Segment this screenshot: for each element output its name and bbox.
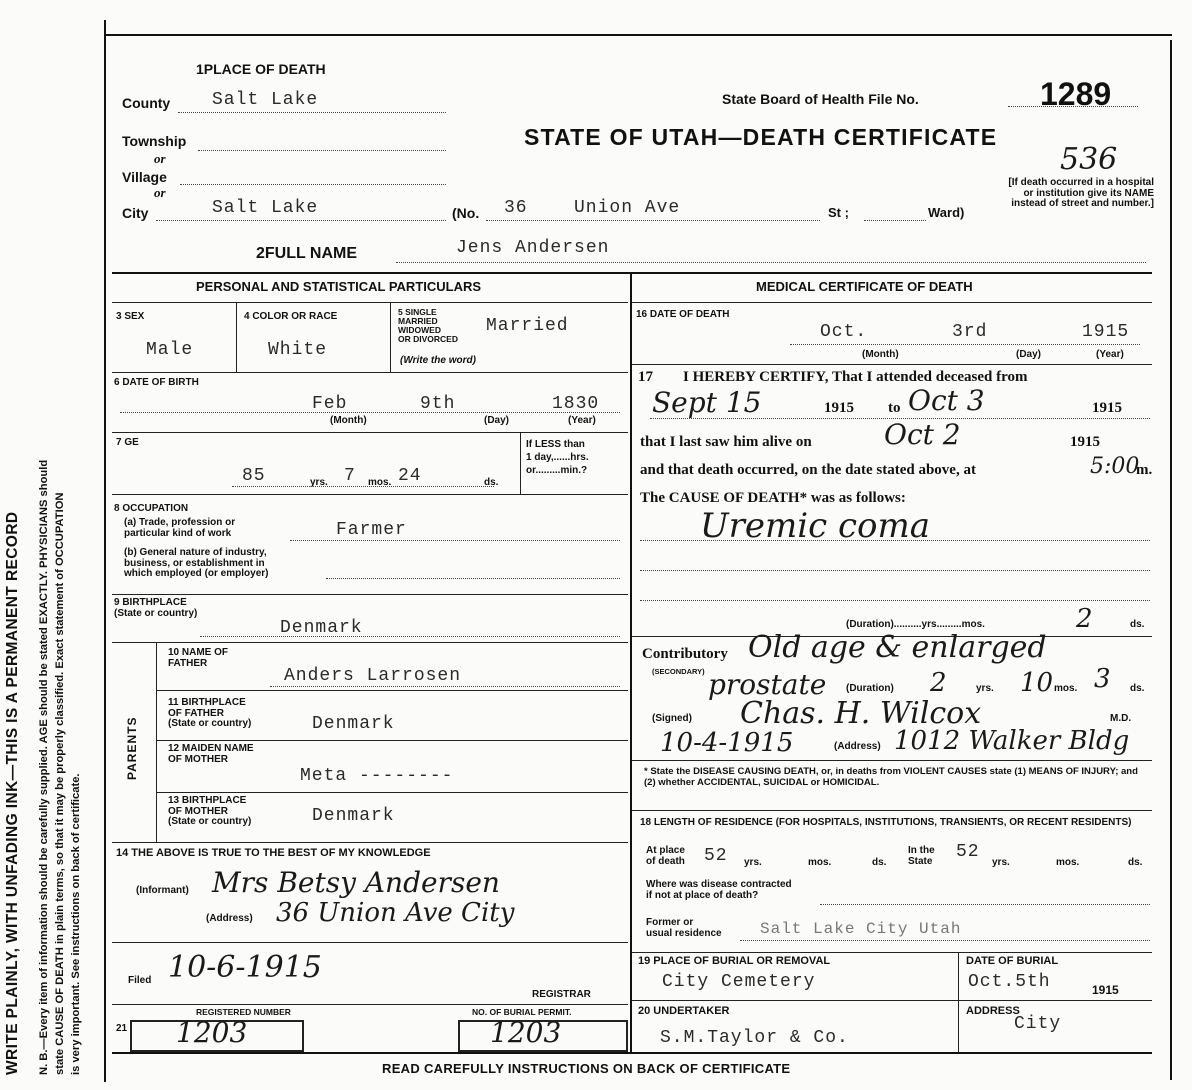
side-note-line2: state CAUSE OF DEATH in plain terms, so that it may be properly classified. Exact statement of OCCUPATION — [54, 492, 66, 1075]
attended-from-value: Sept 15 — [652, 386, 762, 419]
burial-place-value: City Cemetery — [662, 972, 816, 992]
cause-of-death-label: The CAUSE OF DEATH* was as follows: — [640, 490, 906, 506]
side-warning: WRITE PLAINLY, WITH UNFADING INK—THIS IS A PERMANENT RECORD — [4, 511, 21, 1075]
township-label: Township — [122, 133, 187, 149]
in-state-ds-caption: ds. — [1128, 857, 1143, 868]
age-days-caption: ds. — [484, 477, 499, 488]
full-name-label: 2FULL NAME — [256, 245, 358, 262]
contributory-value: Old age & enlarged — [748, 630, 1047, 665]
in-state-value: 52 — [956, 842, 980, 862]
registered-number-value: 1203 — [176, 1016, 248, 1049]
footer-instructions: READ CAREFULLY INSTRUCTIONS ON BACK OF CERTIFICATE — [382, 1061, 791, 1076]
duration2-days-value: 3 — [1094, 664, 1111, 694]
father-birthplace-label: 11 BIRTHPLACE OF FATHER (State or country) — [168, 697, 252, 729]
father-name-label: 10 NAME OF FATHER — [168, 647, 229, 669]
dod-year-caption: (Year) — [1096, 349, 1124, 360]
informant-address-value: 36 Union Ave City — [276, 898, 515, 928]
age-months-caption: mos. — [368, 477, 392, 488]
street-name-value: Union Ave — [574, 198, 681, 218]
side-note-line3: is very important. See instructions on back of certificate. — [70, 773, 82, 1075]
medical-heading: MEDICAL CERTIFICATE OF DEATH — [756, 279, 973, 294]
father-name-value: Anders Larrosen — [284, 666, 462, 686]
secondary-label: (SECONDARY) — [652, 667, 705, 676]
burial-date-value: Oct.5th — [968, 972, 1051, 992]
age-days-value: 24 — [398, 466, 422, 486]
cause-note: * State the DISEASE CAUSING DEATH, or, in deaths from VIOLENT CAUSES state (1) MEANS OF INJURY; and (2) whether ACCIDENTAL, SUICIDAL or HOMICIDAL. — [644, 766, 1138, 789]
or-label: or — [154, 151, 166, 166]
sex-value: Male — [146, 340, 194, 360]
last-saw-year: 1915 — [1070, 434, 1100, 450]
mother-name-value: Meta -------- — [300, 766, 454, 786]
last-saw-label: that I last saw him alive on — [640, 434, 812, 450]
undertaker-label: 20 UNDERTAKER — [638, 1005, 730, 1017]
former-residence-value: Salt Lake City Utah — [760, 920, 962, 938]
dod-day-value: 3rd — [952, 322, 988, 342]
city-label: City — [122, 205, 149, 221]
mother-name-label: 12 MAIDEN NAME OF MOTHER — [168, 743, 254, 765]
informant-signature: Mrs Betsy Andersen — [212, 866, 500, 899]
or-label: or — [154, 185, 166, 200]
parents-label: PARENTS — [125, 716, 139, 780]
file-number-value: 1289 — [1040, 76, 1112, 112]
informant-address-label: (Address) — [206, 913, 253, 924]
burial-place-label: 19 PLACE OF BURIAL OR REMOVAL — [638, 955, 831, 967]
city-value: Salt Lake — [212, 198, 319, 218]
full-name-value: Jens Andersen — [456, 238, 610, 258]
county-label: County — [122, 95, 171, 111]
marital-status-options: 5 SINGLE MARRIED WIDOWED OR DIVORCED — [398, 307, 458, 344]
occupation-label: 8 OCCUPATION — [114, 503, 189, 514]
occupation-b-label: (b) General nature of industry, business, or establishment in which employed (or employer) — [124, 547, 269, 579]
color-label: 4 COLOR OR RACE — [244, 311, 338, 322]
attended-to-value: Oct 3 — [908, 384, 985, 417]
village-label: Village — [122, 169, 167, 185]
duration2-months-caption: mos. — [1054, 683, 1078, 694]
to-label: to — [888, 400, 901, 416]
at-place-yrs-caption: yrs. — [744, 857, 762, 868]
burial-permit-label: NO. OF BURIAL PERMIT. — [472, 1007, 572, 1017]
duration1-days-label: ds. — [1130, 619, 1145, 630]
duration2-years-caption: yrs. — [976, 683, 994, 694]
burial-permit-value: 1203 — [490, 1016, 562, 1049]
place-of-death-heading: 1PLACE OF DEATH — [196, 61, 326, 77]
informant-label: (Informant) — [136, 885, 189, 896]
birthplace-value: Denmark — [280, 618, 363, 638]
undertaker-address-label: ADDRESS — [966, 1005, 1020, 1017]
file-number-label: State Board of Health File No. — [722, 91, 919, 107]
in-state-yrs-caption: yrs. — [992, 857, 1010, 868]
duration2-days-caption: ds. — [1130, 683, 1145, 694]
handwritten-number: 536 — [1060, 142, 1118, 177]
duration2-label: (Duration) — [846, 683, 894, 694]
less-than-a-day: If LESS than 1 day,......hrs. or.........min.? — [526, 439, 589, 476]
cause-of-death-value: Uremic coma — [700, 506, 931, 546]
ward-label: Ward) — [928, 205, 965, 220]
dod-year-value: 1915 — [1082, 322, 1130, 342]
date-of-death-label: 16 DATE OF DEATH — [636, 309, 730, 320]
color-value: White — [268, 340, 328, 360]
former-residence-label: Former or usual residence — [646, 917, 722, 939]
dod-month-value: Oct. — [820, 322, 868, 342]
county-value: Salt Lake — [212, 90, 319, 110]
street-no-value: 36 — [504, 198, 528, 218]
dob-day-value: 9th — [420, 394, 456, 414]
age-months-value: 7 — [344, 466, 356, 486]
occupation-a-label: (a) Trade, profession or particular kind of work — [124, 517, 236, 539]
birthplace-label: 9 BIRTHPLACE (State or country) — [114, 597, 198, 619]
row-21-label: 21 — [116, 1023, 128, 1034]
burial-date-label: DATE OF BURIAL — [966, 955, 1059, 967]
md-label: M.D. — [1110, 713, 1132, 724]
residence-label: 18 LENGTH OF RESIDENCE (FOR HOSPITALS, INSTITUTIONS, TRANSIENTS, OR RECENT RESIDENTS) — [640, 817, 1132, 828]
undertaker-address-value: City — [1014, 1014, 1062, 1034]
age-years-value: 85 — [242, 466, 266, 486]
contributory-value-2: prostate — [708, 668, 827, 701]
duration1-label: (Duration)..........yrs.........mos. — [846, 619, 985, 630]
hospital-note: [If death occurred in a hospital or institution give its NAME instead of street and number.] — [1008, 177, 1154, 209]
at-place-mos-caption: mos. — [808, 857, 832, 868]
contracted-label: Where was disease contracted if not at place of death? — [646, 879, 792, 901]
certificate-title: STATE OF UTAH—DEATH CERTIFICATE — [524, 124, 998, 150]
side-note-line1: N. B.—Every item of information should be carefully supplied. AGE should be stated EXACTLY. PHYSICIANS should — [38, 459, 50, 1075]
date-of-birth-label: 6 DATE OF BIRTH — [114, 377, 199, 388]
in-state-label: In the State — [908, 845, 935, 867]
age-years-caption: yrs. — [310, 477, 328, 488]
street-label: St ; — [828, 205, 849, 220]
filed-date-value: 10-6-1915 — [168, 950, 322, 985]
registrar-label: REGISTRAR — [532, 989, 591, 1000]
physician-address-label: (Address) — [834, 741, 881, 752]
duration2-months-value: 10 — [1020, 668, 1054, 698]
physician-signature: Chas. H. Wilcox — [740, 696, 982, 731]
personal-heading: PERSONAL AND STATISTICAL PARTICULARS — [196, 279, 482, 294]
last-saw-value: Oct 2 — [884, 418, 961, 451]
duration1-months-value: 2 — [1076, 604, 1093, 634]
marital-status-value: Married — [486, 316, 569, 336]
burial-year-value: 1915 — [1092, 983, 1119, 997]
mother-birthplace-value: Denmark — [312, 806, 395, 826]
signed-label: (Signed) — [652, 713, 692, 724]
dod-day-caption: (Day) — [1016, 349, 1042, 360]
dob-month-value: Feb — [312, 394, 348, 414]
death-time-value: 5:00 — [1090, 454, 1140, 479]
street-no-label: (No. — [452, 205, 480, 221]
age-label: 7 GE — [116, 437, 139, 448]
registered-number-label: REGISTERED NUMBER — [196, 1007, 291, 1017]
certify-statement: 17 I HEREBY CERTIFY, That I attended deceased from — [638, 369, 1028, 385]
attended-from-year: 1915 — [824, 400, 854, 416]
mother-birthplace-label: 13 BIRTHPLACE OF MOTHER (State or country) — [168, 795, 252, 827]
filed-label: Filed — [128, 975, 152, 986]
death-time-suffix: m. — [1136, 462, 1153, 478]
contributory-label: Contributory — [642, 646, 728, 662]
informant-statement: 14 THE ABOVE IS TRUE TO THE BEST OF MY KNOWLEDGE — [116, 847, 431, 859]
duration2-years-value: 2 — [930, 668, 947, 698]
signed-date-value: 10-4-1915 — [660, 728, 794, 758]
attended-to-year: 1915 — [1092, 400, 1122, 416]
father-birthplace-value: Denmark — [312, 714, 395, 734]
at-place-label: At place of death — [646, 845, 685, 867]
at-place-value: 52 — [704, 846, 728, 866]
death-time-label: and that death occurred, on the date stated above, at — [640, 462, 976, 478]
dob-day-caption: (Day) — [484, 415, 510, 426]
marital-status-hint: (Write the word) — [400, 355, 476, 366]
physician-address-value: 1012 Walker Bldg — [894, 726, 1130, 756]
occupation-value: Farmer — [336, 520, 407, 540]
sex-label: 3 SEX — [116, 311, 145, 322]
undertaker-value: S.M.Taylor & Co. — [660, 1028, 849, 1048]
in-state-mos-caption: mos. — [1056, 857, 1080, 868]
dob-year-caption: (Year) — [568, 415, 596, 426]
dob-year-value: 1830 — [552, 394, 600, 414]
dob-month-caption: (Month) — [330, 415, 367, 426]
at-place-ds-caption: ds. — [872, 857, 887, 868]
dod-month-caption: (Month) — [862, 349, 899, 360]
